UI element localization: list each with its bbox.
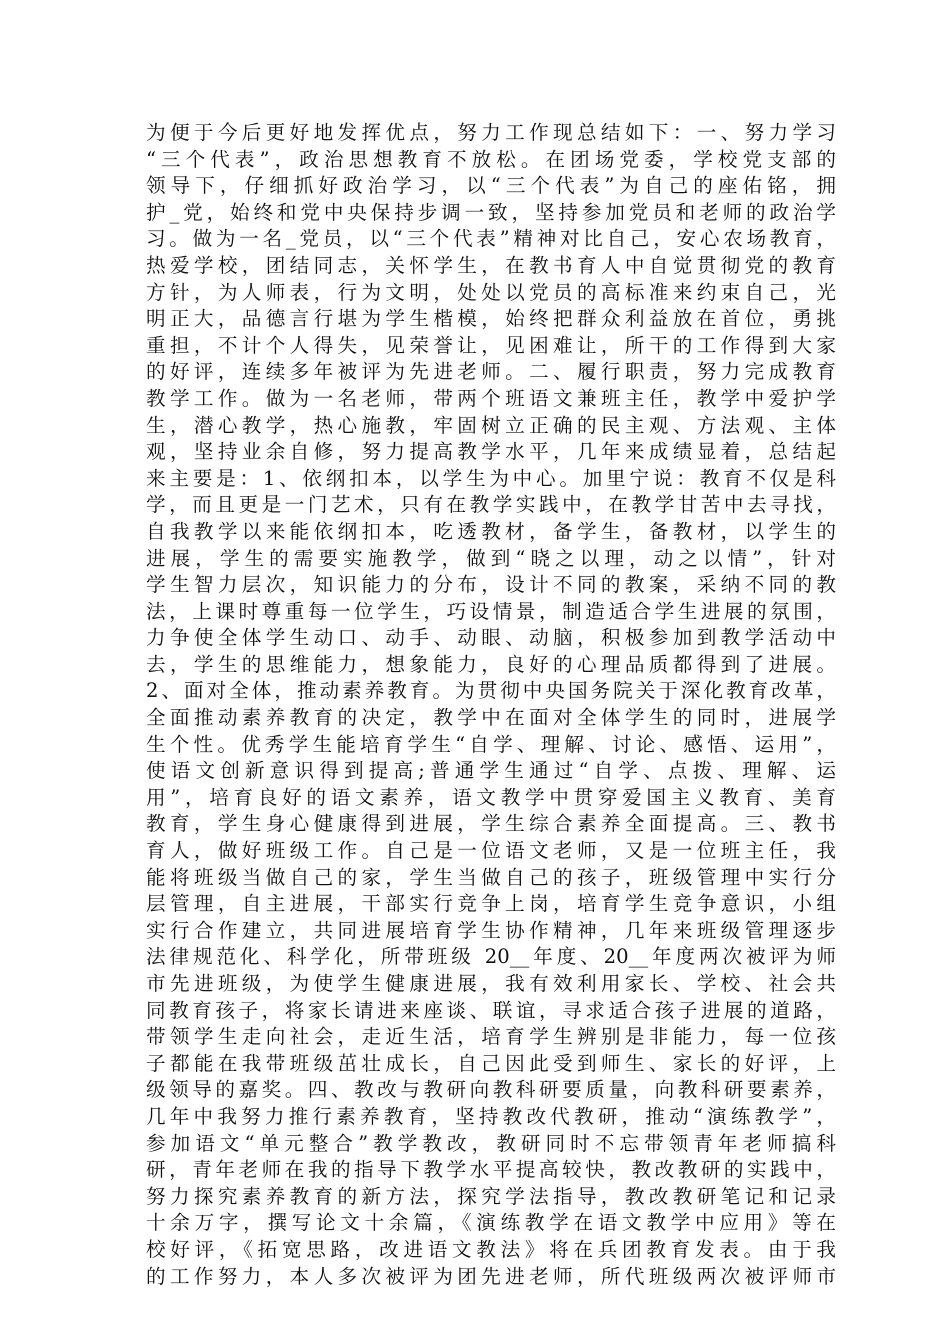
text-line: 学生智力层次，知识能力的分布，设计不同的教案，采纳不同的教	[146, 573, 836, 597]
text-line: 法，上课时尊重每一位学生，巧设情景，制造适合学生进展的氛围，	[146, 599, 836, 623]
text-line: 来主要是：1、依纲扣本，以学生为中心。加里宁说：教育不仅是科	[146, 466, 836, 490]
text-line: 法律规范化、科学化，所带班级 20__年度、20__年度两次被评为师	[146, 945, 836, 969]
text-line: 为便于今后更好地发挥优点，努力工作现总结如下：一、努力学习	[146, 121, 836, 144]
text-line: 带领学生走向社会，走近生活，培育学生辨别是非能力，每一位孩	[146, 1025, 836, 1049]
text-line: 同教育孩子，将家长请进来座谈、联谊，寻求适合孩子进展的道路，	[146, 998, 836, 1022]
text-line: 护_党，始终和党中央保持步调一致，坚持参加党员和老师的政治学	[146, 200, 836, 224]
text-line: 教育，学生身心健康得到进展，学生综合素养全面提高。三、教书	[146, 812, 836, 836]
text-line: 层管理，自主进展，干部实行竞争上岗，培育学生竞争意识，小组	[146, 892, 836, 916]
text-line: 使语文创新意识得到提高;普通学生通过“自学、点拨、理解、运	[146, 759, 836, 783]
text-line: 级领导的嘉奖。四、教改与教研向教科研要质量，向教科研要素养，	[146, 1078, 836, 1102]
text-line: 去，学生的思维能力，想象能力，良好的心理品质都得到了进展。	[146, 652, 836, 676]
text-line: 的工作努力，本人多次被评为团先进老师，所代班级两次被评师市	[146, 1264, 836, 1288]
text-line: 研，青年老师在我的指导下教学水平提高较快，教改教研的实践中，	[146, 1158, 836, 1182]
text-line: 市先进班级，为使学生健康进展，我有效利用家长、学校、社会共	[146, 972, 836, 995]
text-line: 进展，学生的需要实施教学，做到“晓之以理，动之以情”，针对	[146, 546, 836, 570]
text-line: 的好评，连续多年被评为先进老师。二、履行职责，努力完成教育	[146, 360, 836, 384]
text-line: 习。做为一名_党员，以“三个代表”精神对比自己，安心农场教育，	[146, 227, 836, 251]
text-line: 几年中我努力推行素养教育，坚持教改代教研，推动“演练教学”，	[146, 1104, 836, 1128]
text-line: 生，潜心教学，热心施教，牢固树立正确的民主观、方法观、主体	[146, 413, 836, 437]
text-line: 教学工作。做为一名老师，带两个班语文兼班主任，教学中爱护学	[146, 386, 836, 410]
text-line: 参加语文“单元整合”教学教改，教研同时不忘带领青年老师搞科	[146, 1131, 836, 1155]
text-line: 自我教学以来能依纲扣本，吃透教材，备学生，备教材，以学生的	[146, 519, 836, 543]
text-line: 十余万字，撰写论文十余篇，《演练教学在语文教学中应用》等在	[146, 1211, 836, 1235]
text-line: 重担，不计个人得失，见荣誉让，见困难让，所干的工作得到大家	[146, 333, 836, 357]
text-line: 校好评，《拓宽思路，改进语文教法》将在兵团教育发表。由于我	[146, 1237, 836, 1261]
text-line: 用”，培育良好的语文素养，语文教学中贯穿爱国主义教育、美育	[146, 785, 836, 809]
text-line: “三个代表”，政治思想教育不放松。在团场党委，学校党支部的	[146, 147, 836, 171]
text-line: 子都能在我带班级茁壮成长，自己因此受到师生、家长的好评，上	[146, 1051, 836, 1075]
text-line: 学，而且更是一门艺术，只有在教学实践中，在教学甘苦中去寻找，	[146, 493, 836, 517]
text-line: 能将班级当做自己的家，学生当做自己的孩子，班级管理中实行分	[146, 865, 836, 889]
text-line: 全面推动素养教育的决定，教学中在面对全体学生的同时，进展学	[146, 706, 836, 730]
text-line: 努力探究素养教育的新方法，探究学法指导，教改教研笔记和记录	[146, 1184, 836, 1208]
text-line: 明正大，品德言行堪为学生楷模，始终把群众利益放在首位，勇挑	[146, 307, 836, 331]
text-line: 力争使全体学生动口、动手、动眼、动脑，积极参加到教学活动中	[146, 626, 836, 650]
text-line: 热爱学校，团结同志，关怀学生，在教书育人中自觉贯彻党的教育	[146, 253, 836, 277]
text-line: 实行合作建立，共同进展培育学生协作精神，几年来班级管理逐步	[146, 918, 836, 942]
text-line: 2、面对全体，推动素养教育。为贯彻中央国务院关于深化教育改革，	[146, 679, 836, 703]
text-line: 育人，做好班级工作。自己是一位语文老师，又是一位班主任，我	[146, 839, 836, 863]
text-line: 生个性。优秀学生能培育学生“自学、理解、讨论、感悟、运用”，	[146, 732, 836, 756]
text-line: 观，坚持业余自修，努力提高教学水平，几年来成绩显着，总结起	[146, 440, 836, 464]
text-line: 领导下，仔细抓好政治学习，以“三个代表”为自己的座佑铭，拥	[146, 174, 836, 198]
body-paragraph	[146, 120, 836, 1290]
text-line: 方针，为人师表，行为文明，处处以党员的高标准来约束自己，光	[146, 280, 836, 304]
